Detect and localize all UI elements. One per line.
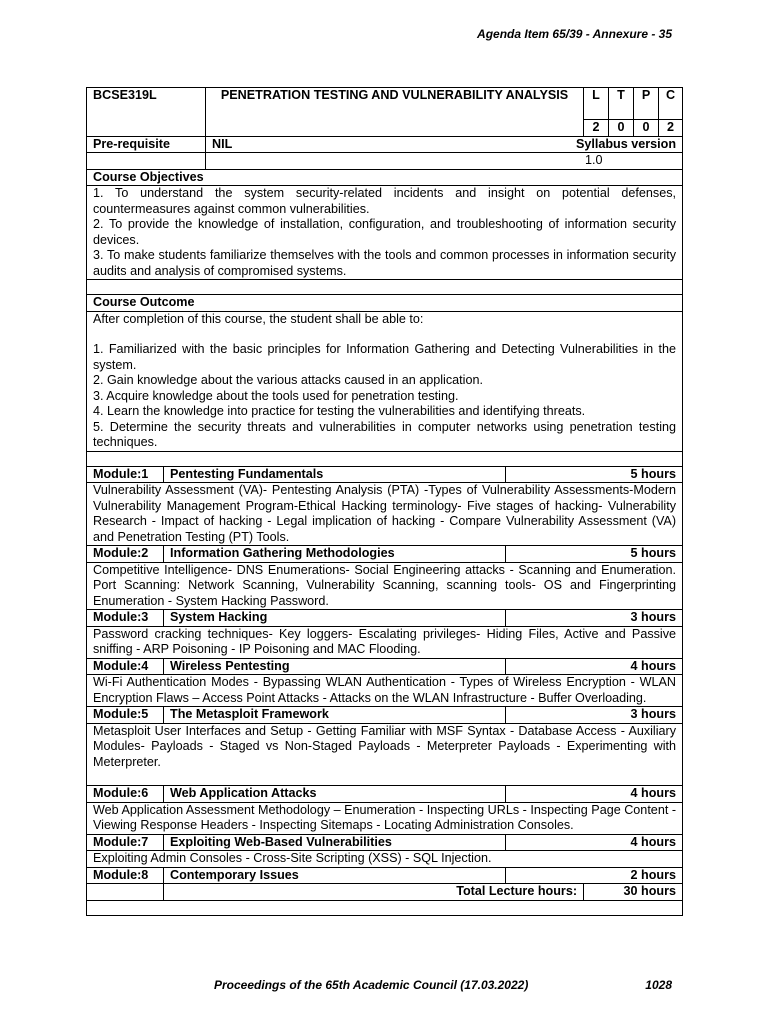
footer-proceedings: Proceedings of the 65th Academic Council (17.03.2022) (214, 978, 529, 992)
module-title: The Metasploit Framework (164, 707, 506, 724)
module-row (87, 610, 683, 627)
ltpc-label-p: P (634, 88, 659, 120)
outcome-item: 3. Acquire knowledge about the tools used for penetration testing. (93, 388, 459, 403)
outcomes-list (87, 311, 683, 451)
module-hours: 4 hours (506, 786, 683, 803)
outcomes-heading: Course Outcome (87, 295, 683, 312)
module-hours: 3 hours (506, 707, 683, 724)
ltpc-label-l: L (584, 88, 609, 120)
objectives-list (87, 186, 683, 280)
module-label: Module:1 (87, 466, 164, 483)
total-value: 30 hours (584, 884, 683, 901)
ltpc-label-t: T (609, 88, 634, 120)
outcome-item: 1. Familiarized with the basic principles for Information Gathering and Detecting Vulnerabilities in the system. (93, 342, 677, 372)
course-code: BCSE319L (87, 88, 206, 137)
module-label: Module:6 (87, 786, 164, 803)
module-hours: 5 hours (506, 546, 683, 563)
course-title-row (87, 88, 683, 120)
module-label: Module:4 (87, 658, 164, 675)
objective-item: 1. To understand the system security-related incidents and insight on potential defenses, countermeasures against common vulnerabilities. (93, 186, 677, 216)
ltpc-label-c: C (659, 88, 683, 120)
ltpc-value-l: 2 (584, 120, 609, 137)
module-hours: 4 hours (506, 658, 683, 675)
module-title: System Hacking (164, 610, 506, 627)
module-hours: 4 hours (506, 834, 683, 851)
total-label: Total Lecture hours: (164, 884, 584, 901)
module-row (87, 466, 683, 483)
objectives-heading: Course Objectives (87, 169, 683, 186)
module-label: Module:7 (87, 834, 164, 851)
module-row (87, 707, 683, 724)
module-label: Module:5 (87, 707, 164, 724)
module-hours: 3 hours (506, 610, 683, 627)
module-row (87, 658, 683, 675)
syllabus-version-value: 1.0 (506, 153, 683, 170)
ltpc-value-t: 0 (609, 120, 634, 137)
module-row (87, 786, 683, 803)
agenda-header: Agenda Item 65/39 - Annexure - 35 (477, 27, 672, 41)
module-content: Metasploit User Interfaces and Setup - Getting Familiar with MSF Syntax - Database Access - Auxiliary Modules- Payloads - Staged vs Non-Staged Payloads - Meterpreter Payloads - Experimenting with Meterpreter. (87, 723, 683, 786)
module-content: Wi-Fi Authentication Modes - Bypassing WLAN Authentication - Types of Wireless Encryption - WLAN Encryption Flaws – Access Point Attacks - Attacks on the WLAN Infrastructure - Buffer Overloading. (87, 675, 683, 707)
module-title: Information Gathering Methodologies (164, 546, 506, 563)
prerequisite-row (87, 136, 683, 153)
module-title: Web Application Attacks (164, 786, 506, 803)
objective-item: 3. To make students familiarize themselves with the tools and common processes in information security audits and analysis of compromised systems. (93, 248, 677, 278)
syllabus-version-row (87, 153, 683, 170)
module-content: Vulnerability Assessment (VA)- Pentesting Analysis (PTA) -Types of Vulnerability Assessments-Modern Vulnerability Management Program-Ethical Hacking terminology- Five stages of hacking- Vulnerability Research - Impact of hacking - Legal implication of hacking - Compare Vulnerability Assessment (VA) and Penetration Testing (PT) Tools. (87, 483, 683, 546)
total-row (87, 884, 683, 901)
syllabus-table (86, 87, 683, 916)
module-title: Contemporary Issues (164, 867, 506, 884)
module-row (87, 834, 683, 851)
course-title: PENETRATION TESTING AND VULNERABILITY ANALYSIS (206, 88, 584, 137)
module-content: Exploiting Admin Consoles - Cross-Site Scripting (XSS) - SQL Injection. (87, 851, 683, 868)
outcomes-intro: After completion of this course, the student shall be able to: (93, 311, 424, 326)
module-content: Competitive Intelligence- DNS Enumerations- Social Engineering attacks - Scanning and Enumeration. Port Scanning: Network Scanning, Vulnerability Scanning, scanning tools- OS and Fingerprinting Enumeration - System Hacking Password. (87, 562, 683, 610)
prerequisite-label: Pre-requisite (87, 136, 206, 153)
syllabus-version-label: Syllabus version (506, 136, 683, 153)
module-title: Wireless Pentesting (164, 658, 506, 675)
module-label: Module:8 (87, 867, 164, 884)
module-hours: 5 hours (506, 466, 683, 483)
module-title: Exploiting Web-Based Vulnerabilities (164, 834, 506, 851)
module-label: Module:2 (87, 546, 164, 563)
objective-item: 2. To provide the knowledge of installation, configuration, and troubleshooting of information security devices. (93, 217, 677, 247)
page-number: 1028 (645, 978, 672, 992)
outcome-item: 5. Determine the security threats and vulnerabilities in computer networks using penetration testing techniques. (93, 419, 677, 449)
module-content: Password cracking techniques- Key loggers- Escalating privileges- Hiding Files, Active and Passive sniffing - ARP Poisoning - IP Poisoning and MAC Flooding. (87, 626, 683, 658)
outcome-item: 4. Learn the knowledge into practice for testing the vulnerabilities and identifying threats. (93, 404, 586, 418)
module-content: Web Application Assessment Methodology – Enumeration - Inspecting URLs - Inspecting Page Content - Viewing Response Headers - Inspecting Sitemaps - Locating Administration Consoles. (87, 802, 683, 834)
ltpc-value-c: 2 (659, 120, 683, 137)
prerequisite-value: NIL (206, 136, 506, 153)
module-hours: 2 hours (506, 867, 683, 884)
ltpc-value-p: 0 (634, 120, 659, 137)
outcome-item: 2. Gain knowledge about the various attacks caused in an application. (93, 373, 483, 387)
module-title: Pentesting Fundamentals (164, 466, 506, 483)
module-row (87, 546, 683, 563)
module-label: Module:3 (87, 610, 164, 627)
module-row (87, 867, 683, 884)
